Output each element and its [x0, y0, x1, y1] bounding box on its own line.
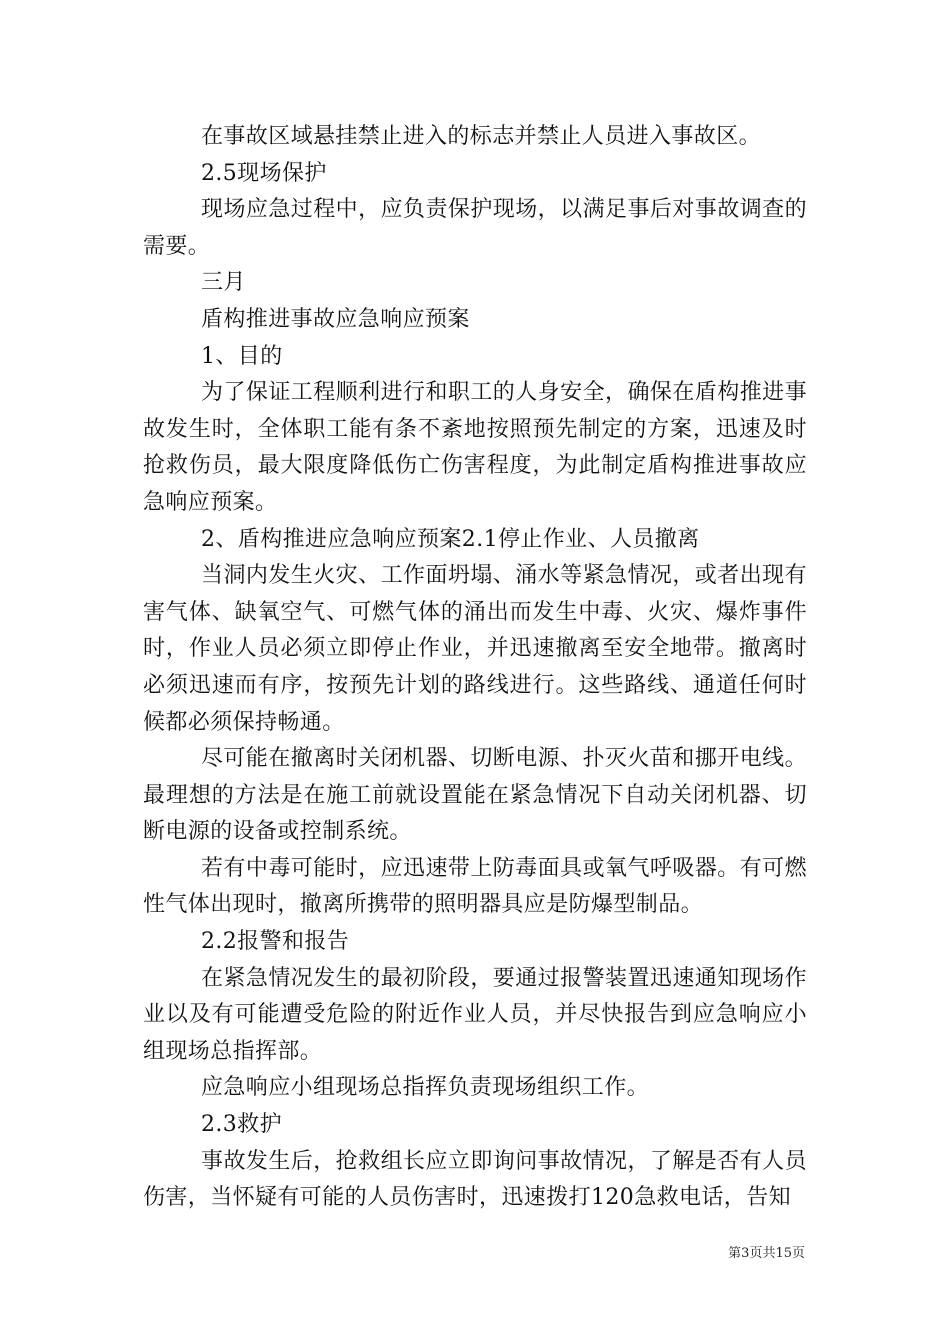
section-heading: 2.2报警和报告	[201, 929, 350, 955]
paragraph: 应急响应小组现场总指挥负责现场组织工作。	[201, 1075, 650, 1101]
paragraph: 尽可能在撤离时关闭机器、切断电源、扑灭火苗和挪开电线。最理想的方法是在施工前就设置能在紧急情况下自动关闭机器、切断电源的设备或控制系统。	[143, 746, 807, 845]
section-heading: 2、盾构推进应急响应预案2.1停止作业、人员撤离	[201, 526, 700, 552]
paragraph: 事故发生后，抢救组长应立即询问事故情况，了解是否有人员伤害，当怀疑有可能的人员伤害时，迅速拨打120急救电话，告知	[143, 1148, 807, 1211]
section-heading: 1、目的	[201, 343, 283, 369]
section-heading: 三月	[201, 270, 246, 296]
document-title: 盾构推进事故应急响应预案	[201, 306, 470, 332]
document-body	[143, 119, 807, 1217]
paragraph: 若有中毒可能时，应迅速带上防毒面具或氧气呼吸器。有可燃性气体出现时，撤离所携带的照明器具应是防爆型制品。	[143, 855, 807, 918]
paragraph: 当洞内发生火灾、工作面坍塌、涌水等紧急情况，或者出现有害气体、缺氧空气、可燃气体的涌出而发生中毒、火灾、爆炸事件时，作业人员必须立即停止作业，并迅速撤离至安全地带。撤离时必须迅速而有序，按预先计划的路线进行。这些路线、通道任何时候都必须保持畅通。	[143, 563, 807, 735]
paragraph: 为了保证工程顺利进行和职工的人身安全，确保在盾构推进事故发生时，全体职工能有条不紊地按照预先制定的方案，迅速及时抢救伤员，最大限度降低伤亡伤害程度，为此制定盾构推进事故应急响应预案。	[143, 380, 807, 515]
page-number: 第3页共15页	[728, 1246, 805, 1261]
paragraph: 在紧急情况发生的最初阶段，要通过报警装置迅速通知现场作业以及有可能遭受危险的附近作业人员，并尽快报告到应急响应小组现场总指挥部。	[143, 965, 807, 1064]
section-heading: 2.3救护	[201, 1112, 282, 1138]
paragraph: 现场应急过程中，应负责保护现场，以满足事后对事故调查的需要。	[143, 197, 807, 259]
section-heading: 2.5现场保护	[201, 160, 327, 186]
paragraph: 在事故区域悬挂禁止进入的标志并禁止人员进入事故区。	[201, 124, 762, 149]
